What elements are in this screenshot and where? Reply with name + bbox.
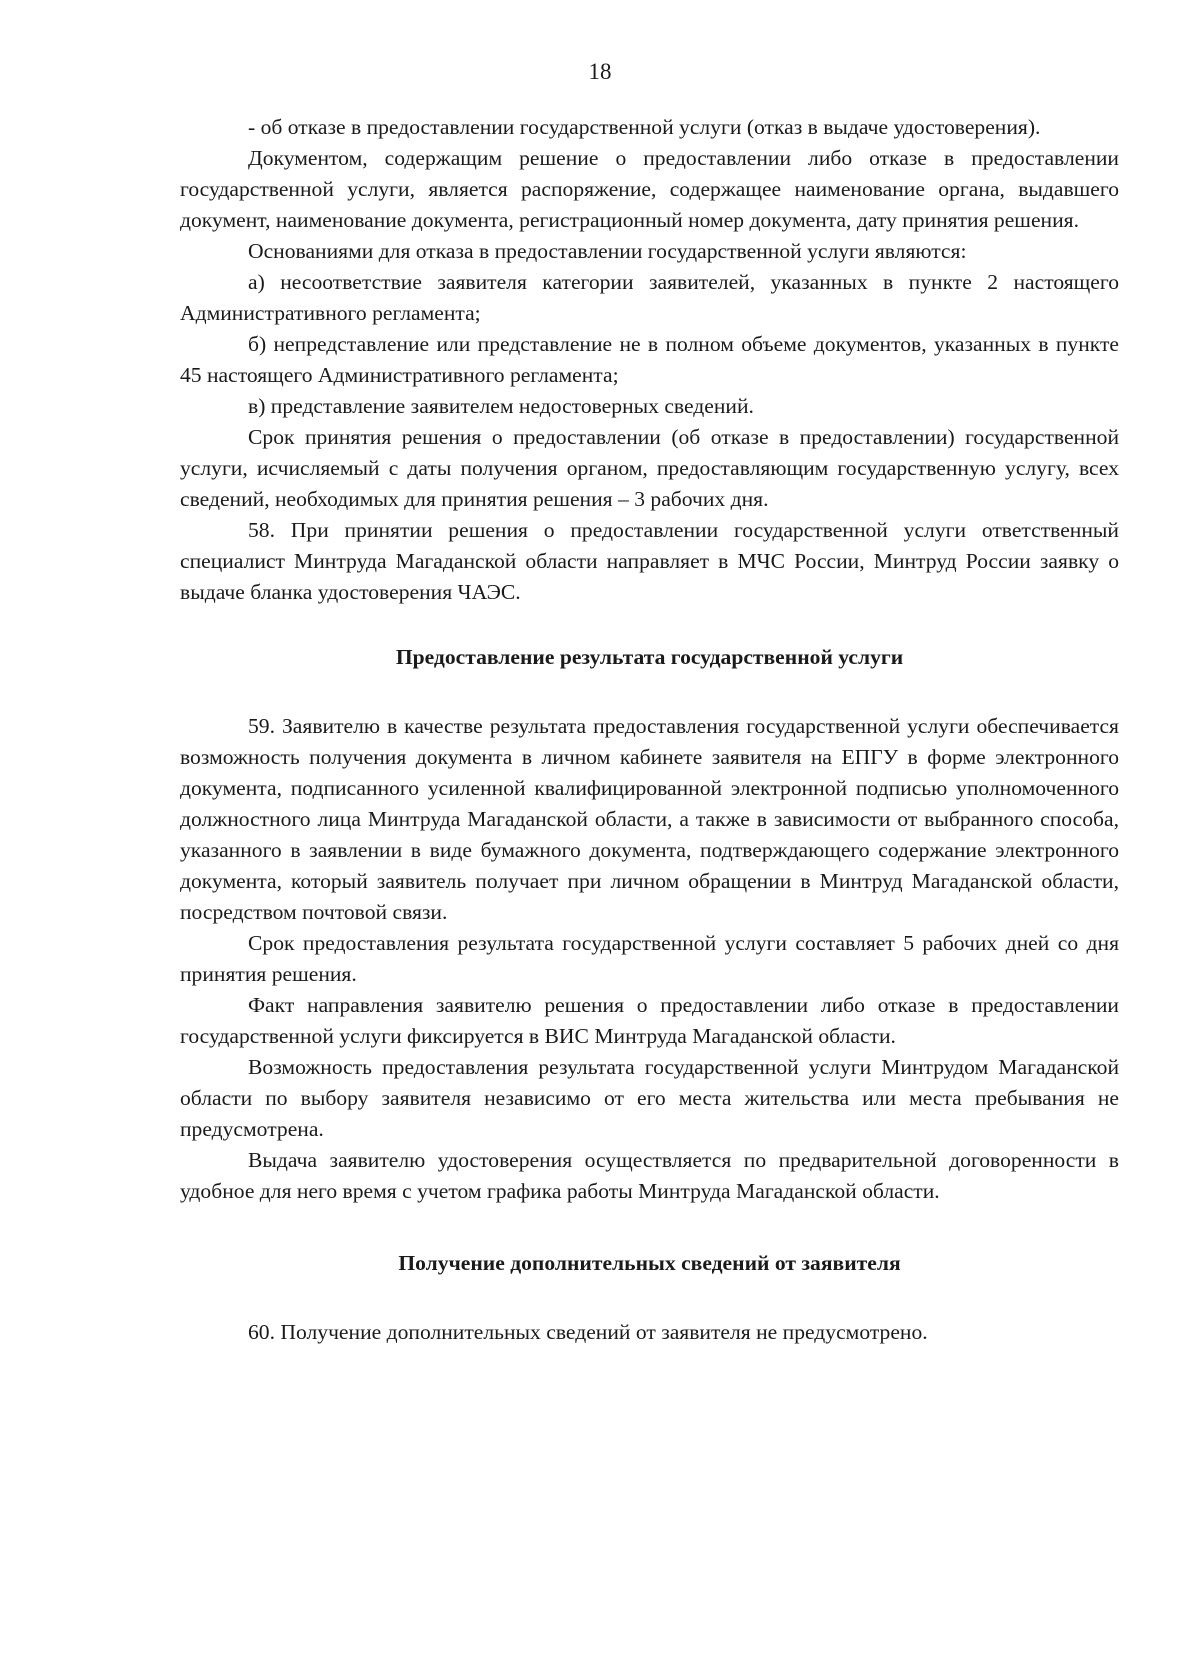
paragraph-decision-term: Срок принятия решения о предоставлении (об отказе в предоставлении) государственной услуги, исчисляемый с даты получения органом, предоставляющим государственную услугу, всех сведений, необходимых для принятия решения – 3 рабочих дня.: [180, 425, 1119, 511]
section-heading-result: Предоставление результата государственной услуги: [395, 645, 904, 669]
paragraph-59: 59. Заявителю в качестве результата предоставления государственной услуги обеспечивается возможность получения документа в личном кабинете заявителя на ЕПГУ в форме электронного документа, подписанного усиленной квалифицированной электронной подписью уполномоченного должностного лица Минтруда Магаданской области, а также в зависимости от выбранного способа, указанного в заявлении в виде бумажного документа, подтверждающего содержание электронного документа, который заявитель получает при личном обращении в Минтруд Магаданской области, посредством почтовой связи.: [180, 714, 1119, 924]
paragraph-60: 60. Получение дополнительных сведений от заявителя не предусмотрено.: [248, 1320, 928, 1344]
paragraph-decision-document: Документом, содержащим решение о предоставлении либо отказе в предоставлении государственной услуги, является распоряжение, содержащее наименование органа, выдавшего документ, наименование документа, регистрационный номер документа, дату принятия решения.: [180, 146, 1119, 232]
section-heading-additional-info: Получение дополнительных сведений от заявителя: [398, 1251, 901, 1275]
paragraph-decision-fixation: Факт направления заявителю решения о предоставлении либо отказе в предоставлении государственной услуги фиксируется в ВИС Минтруда Магаданской области.: [180, 993, 1119, 1048]
page-number: 18: [588, 59, 612, 84]
paragraph-extraterritorial: Возможность предоставления результата государственной услуги Минтрудом Магаданской области по выбору заявителя независимо от его места жительства или места пребывания не предусмотрена.: [180, 1055, 1119, 1141]
paragraph-ground-c: в) представление заявителем недостоверных сведений.: [248, 394, 754, 418]
paragraph-certificate-issue: Выдача заявителю удостоверения осуществляется по предварительной договоренности в удобное для него время с учетом графика работы Минтруда Магаданской области.: [180, 1148, 1119, 1203]
document-body: [180, 112, 1119, 1348]
paragraph-result-term: Срок предоставления результата государственной услуги составляет 5 рабочих дней со дня принятия решения.: [180, 931, 1119, 986]
paragraph-refusal-grounds: Основаниями для отказа в предоставлении государственной услуги являются:: [248, 239, 967, 263]
paragraph-ground-b: б) непредставление или представление не в полном объеме документов, указанных в пункте 45 настоящего Административного регламента;: [180, 332, 1119, 387]
paragraph-refusal-item: - об отказе в предоставлении государственной услуги (отказ в выдаче удостоверения).: [248, 115, 1041, 139]
paragraph-ground-a: а) несоответствие заявителя категории заявителей, указанных в пункте 2 настоящего Административного регламента;: [180, 270, 1119, 325]
paragraph-58: 58. При принятии решения о предоставлении государственной услуги ответственный специалист Минтруда Магаданской области направляет в МЧС России, Минтруд России заявку о выдаче бланка удостоверения ЧАЭС.: [180, 518, 1119, 604]
